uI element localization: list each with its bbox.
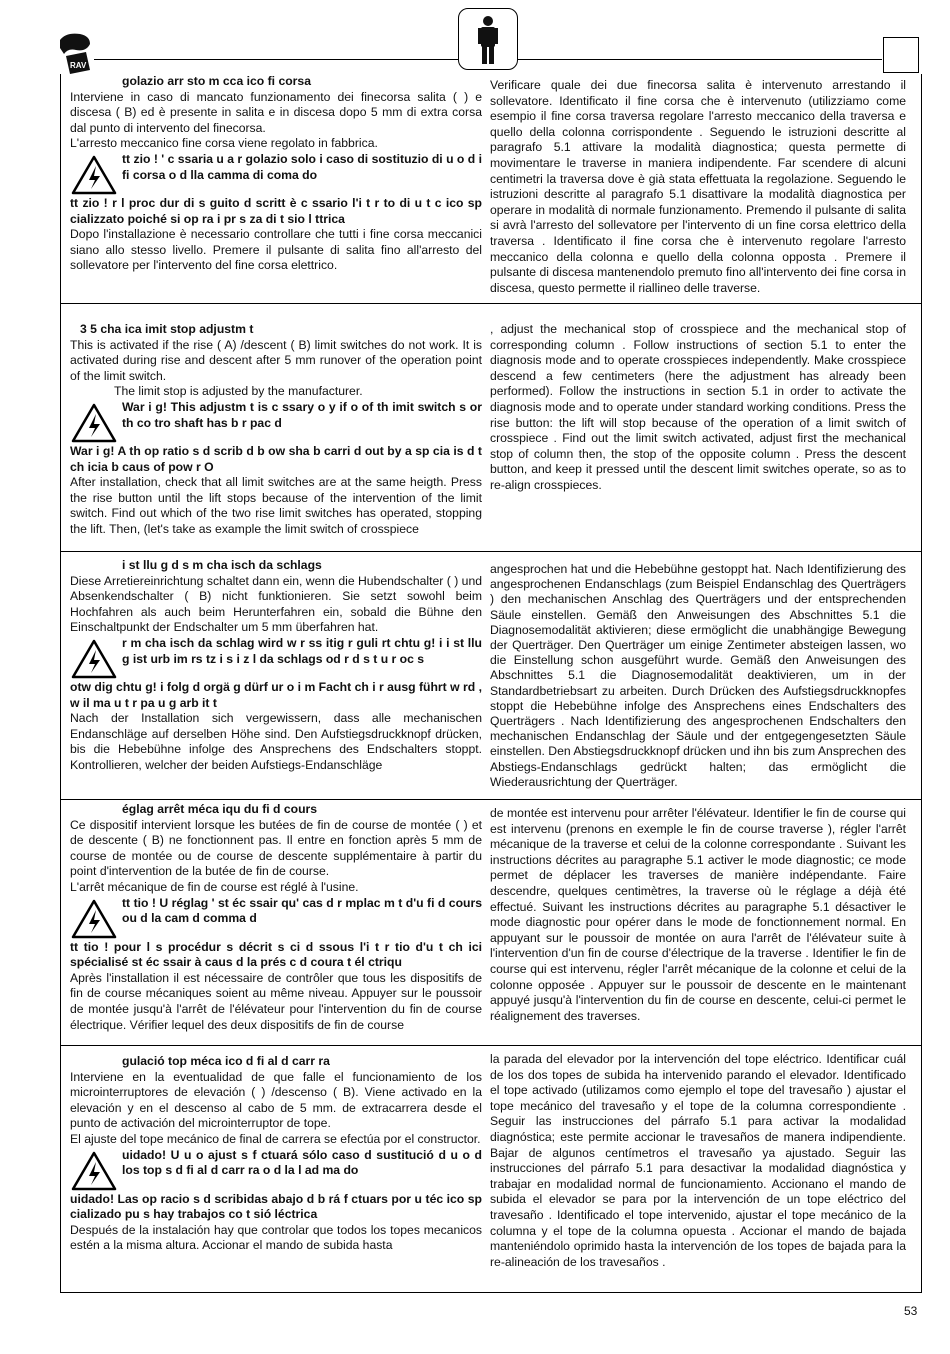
section-italian	[60, 74, 922, 304]
section-right-column	[490, 322, 906, 494]
section-title: golazio arr sto m cca ico fi corsa	[122, 74, 311, 88]
warning-text: r m cha isch da schlag wird w r ss itig r guli rt chtu g! i i st llu g ist urb im rs tz i s i z l da schlags od r d s t u r oc s	[122, 635, 482, 666]
electric-hazard-icon	[70, 154, 118, 196]
section-english	[60, 304, 922, 552]
page-number: 53	[904, 1304, 918, 1318]
section-left-column	[70, 802, 482, 1033]
section-french	[60, 800, 922, 1046]
section-procedure-cont: Verificare quale dei due finecorsa salita è intervenuto arrestando il sollevatore. Identificato il fine corsa che è intervenuto (utilizziamo come esempio il fine corsa traversa regolare l'arresto meccanico della traversa e quello della colonna corrispondente . Seguendo le istruzioni descritte al paragrafo 5.1 attivare la modalità diagnostica; questa permette di movimentare le traverse in maniera indipendente. Far scendere di alcuni centimetri la traversa dove è già stata effettuata la regolazione. Seguendo le istruzioni descritte al paragrafo 5.1 disattivare la modalità diagnostica per operare in modalità di normale funzionamento. Premendo il pulsante di salita si avrà l'arresto del sollevatore per l'intervento di un fine corsa elettrico della traversa . Identificato il fine corsa che è intervenuto regolare l'arresto meccanico della colonna e quello della colonna opposta . Premere il pulsante di discesa mantenendolo premuto fino all'intervento dei fine corsa in discesa, questo permette il riallineo delle traverse.	[490, 78, 906, 295]
svg-text:RAV: RAV	[70, 61, 87, 70]
section-left-column	[70, 558, 482, 774]
warning-text: uidado! U u o ajust s f ctuará sólo caso d sustitució d u o d los top s d fi al d carr ra o d la l ad ma do	[122, 1147, 482, 1178]
warning-block	[70, 1148, 482, 1192]
section-intro: Ce dispositif intervient lorsque les butées de fin de course de montée ( ) et de descente ( B) ne fonctionnent pas. Il entre en fonction après 5 mm de course de montée ou de course de descente supplémentaire à partir du point d'intervention de la butée de fin de course.	[70, 817, 482, 879]
section-intro: Interviene in caso di mancato funzionamento dei finecorsa salita ( ) e discesa ( B) ed è presente in salita e in discesa dopo 5 mm di extra corsa dal punto di intervento del finecorsa.	[70, 89, 482, 135]
electric-hazard-icon	[70, 1150, 118, 1192]
electric-hazard-icon	[70, 898, 118, 940]
warning-block	[70, 152, 482, 196]
warning-text: tt tio ! U réglag ' st éc ssair qu' cas d r mplac m t d'u fi d cours ou d la cam d comma d	[122, 895, 482, 926]
section-title: 3 5 cha ica imit stop adjustm t	[80, 322, 254, 336]
section-right-column	[490, 806, 906, 1024]
section-factory-note: L'arresto meccanico fine corsa viene regolato in fabbrica.	[70, 136, 378, 151]
warning-text-secondary: otw dig chtu g! i folg d orgä g dürf ur o i m Facht ch i r ausg führt w rd , w il ma u t r pa u g arb it t	[70, 679, 482, 710]
brand-logo-icon	[56, 30, 96, 76]
page-header	[0, 0, 950, 70]
section-procedure: Nach der Installation sich vergewissern, dass alle mechanischen Endanschläge auf derselben Höhe sind. Den Aufstiegsdruckknopf drücken, bis die Hebebühne infolge des Ansprechens des Endschalters stoppt. Kontrollieren, welcher der beiden Aufstiegs-Endanschläge	[70, 711, 482, 772]
section-spanish	[60, 1046, 922, 1292]
section-intro: Diese Arretiereinrichtung schaltet dann ein, wenn die Hubendschalter ( ) und Absenkendschalter ( B) nicht funktionieren. Sie setzt sowohl beim Hochfahren als auch beim Herunterfahren ein, sobald die Bühne den Einschaltpunkt der Endschalter um 5 mm überfahren hat.	[70, 573, 482, 635]
section-procedure-cont: angesprochen hat und die Hebebühne gestoppt hat. Nach Identifizierung des angesprochenen Endanschlags (zum Beispiel Endanschlag des Querträgers ) den mechanischen Anschlag des Querträgers und der entsprechenden Säule einstellen. Gemäß den Anweisungen des Abschnittes 5.1 die Diagnosemodalität aktivieren; diese ermöglicht die unabhängige Bewegung der Querträger. Den Querträger um einige Zentimeter absteigen lassen, wo die Einstellung schon ausgeführt wurde. Gemäß den Anweisungen des Abschnittes 5.1 die Diagnosemodalität deaktivieren, um in der Standardbetriebsart zu arbeiten. Durch Drücken des Aufstiegsdruckknopfes stoppt die Hebebühne infolge des Ansprechens eines Endschalters des Querträgers . Nach Identifizierung des angesprochenen Endschalters den mechanischen Endanschlag der Säule und der entgegengesetzten Säule einstellen. Den Abstiegsdruckknopf drücken und ihn bis zum Ansprechen des Abstiegs-Endanschlags gedrückt halten; das ermöglicht die Wiederausrichtung der Querträger.	[490, 562, 906, 789]
header-rule-left	[94, 59, 458, 60]
header-rule-right	[516, 59, 882, 60]
section-title: i st llu g d s m cha isch da schlags	[122, 558, 322, 572]
section-right-column	[490, 562, 906, 790]
warning-text-secondary: uidado! Las op racio s d scribidas abajo d b rá f ctuars por u téc ico sp cializado pu s hay trabajos co t sió léctrica	[70, 1191, 482, 1222]
warning-text-secondary: War i g! A th op ratio s d scrib d b ow sha b carri d out by a sp cia is d t ch icia b caus of pow r O	[70, 443, 482, 474]
warning-block	[70, 896, 482, 940]
section-procedure-cont: , adjust the mechanical stop of crosspiece and the mechanical stop of corresponding column . Follow instructions of section 5.1 to enter the diagnosis mode and to operate crosspieces independently. Make crosspiece descend a few centimeters (here the adjustment has already been performed). Follow the instructions in section 5.1 in order to activate the diagnosis mode and to operate under standard working conditions. Press the rise button: the lift will stop because of the operation of a limit switch of crosspiece . Find out the limit switch activated, adjust first the mechanical stop of column then, the stop of the opposite column . Press the descent button, and keep it pressed until the descent limit switches operate, so as to re-align crosspieces.	[490, 322, 906, 492]
section-procedure-cont: de montée est intervenu pour arrêter l'élévateur. Identifier le fin de course qui est intervenu (prenons en exemple le fin de course traverse ), régler l'arrêt mécanique de la traverse et celui de la colonne correspondante . Suivant les instructions décrites au paragraphe 5.1 activer le mode diagnostic; ce mode permet de déplacer les traverses de manière indépendante. Faire descendre, quelques centimètres, la traverse où le réglage a déjà été effectué. Suivant les instructions décrites au paragraphe 5.1 désactiver le mode diagnostic pour opérer dans le mode de fonctionnement normal. En appuyant sur le poussoir de montée on aura l'arrêt de l'élévateur suite à l'intervention d'un fin de course d'électrique de la traverse . Identifier le fin de course qui est intervenu, régler l'arrêt mécanique de la colonne et celui de la colonne opposée . Appuyer sur le poussoir de descente en le maintenant appuyé jusqu'à l'intervention du fin de course en descente, celui-ci permet le réalignement des traverses.	[490, 806, 906, 1023]
operator-icon-box	[458, 8, 518, 70]
section-procedure: After installation, check that all limit switches are at the same heigth. Press the rise button until the lift stops because of the intervention of the limit switch. Find out which of the two rise limit switches has operated, stopping the lift. Then, (let's take as example the limit switch of crosspiece	[70, 475, 482, 536]
warning-text: War i g! This adjustm t is c ssary o y if o of th imit switch s or th co tro shaft has b r pac d	[122, 399, 482, 430]
section-right-column	[490, 1052, 906, 1270]
electric-hazard-icon	[70, 402, 118, 444]
warning-text-secondary: tt tio ! pour l s procédur s décrit s ci d ssous l'i t r tio d'u t ch ici spécialisé st éc ssair à caus d la prés c d coura t él ctriqu	[70, 939, 482, 970]
section-procedure: Dopo l'installazione è necessario controllare che tutti i fine corsa meccanici siano allo stesso livello. Premere il pulsante di salita fino all'arresto del sollevatore per l'intervento del fine corsa elettrico.	[70, 227, 482, 273]
warning-text: tt zio ! ' c ssaria u a r golazio solo i caso di sostituzio di u o d i fi corsa o d lla camma di coma do	[122, 151, 482, 182]
section-title: gulació top méca ico d fi al d carr ra	[122, 1054, 330, 1068]
warning-block	[70, 400, 482, 444]
section-intro: This is activated if the rise ( A) /descent ( B) limit switches do not work. It is activated during rise and descent after 5 mm runover of the operation point of the limit switch.	[70, 337, 482, 383]
section-left-column	[70, 74, 482, 274]
section-title: églag arrêt méca iqu du fi d cours	[122, 802, 318, 816]
section-factory-note: The limit stop is adjusted by the manufacturer.	[114, 384, 363, 399]
section-factory-note: El ajuste del tope mecánico de final de carrera se efectúa por el constructor.	[70, 1131, 481, 1146]
person-icon	[459, 9, 517, 69]
electric-hazard-icon	[70, 638, 118, 680]
section-procedure-cont: la parada del elevador por la intervención del tope eléctrico. Identificar cuál de los dos topes de subida ha intervenido parando el elevador. Identificado el tope activado (utilizamos como ejemplo el tope del travesaño ) ajustar el tope mecánico del travesaño y el tope de la columna correspondiente . Seguir las instrucciones del párrafo 5.1 para activar la modalidad diagnóstica; este permite accionar le travesaños de manera indipendiente. Bajar de algunos centímetros el travesaño ya ajustado. Seguir las instrucciones del párrafo 5.1 para desactivar la modalidad diagnóstica y trabajar en modalidad normal de funcionamiento. Accionano el mando de subida el elevador se para por la intervención de un tope eléctrico del travesaño . Identificado el tope intervenido, ajustar el tope mecánico de la columna y el tope de la columna opuesta . Accionar el mando de bajada manteniéndolo oprimido hasta la intervención de los topes de bajada para la re-alineación de los travesaños .	[490, 1052, 906, 1269]
section-procedure: Después de la instalación hay que controlar que todos los topes mecanicos estén a la misma altura. Accionar el mando de subida hasta	[70, 1222, 482, 1253]
section-factory-note: L'arrêt mécanique de fin de course est réglé à l'usine.	[70, 879, 359, 894]
section-left-column	[70, 322, 482, 538]
corner-box	[883, 37, 919, 73]
section-procedure: Après l'installation il est nécessaire de contrôler que tous les dispositifs de fin de course mécaniques soient au même niveau. Appuyer sur le poussoir de montée jusqu'à l'arrêt de l'élévateur pour l'intervention du fin de course électrique. Vérifier lequel des deux dispositifs de fin de course	[70, 970, 482, 1032]
warning-block	[70, 636, 482, 680]
section-right-column	[490, 78, 906, 296]
warning-text-secondary: tt zio ! r l proc dur di s guito d scritt è c ssario l'i t r to di u t c ico sp cializzato poiché si op ra i pr s za di t sio l ttrica	[70, 195, 482, 226]
section-intro: Interviene en la eventualidad de que falle el funcionamiento de los microinterruptores de elevación ( ) /descenso ( B). Viene activado en la elevación y en el descenso al cabo de 5 mm. de extracarrera desde el punto de activación del microinterruptor de tope.	[70, 1069, 482, 1131]
section-left-column	[70, 1054, 482, 1254]
section-german	[60, 552, 922, 800]
